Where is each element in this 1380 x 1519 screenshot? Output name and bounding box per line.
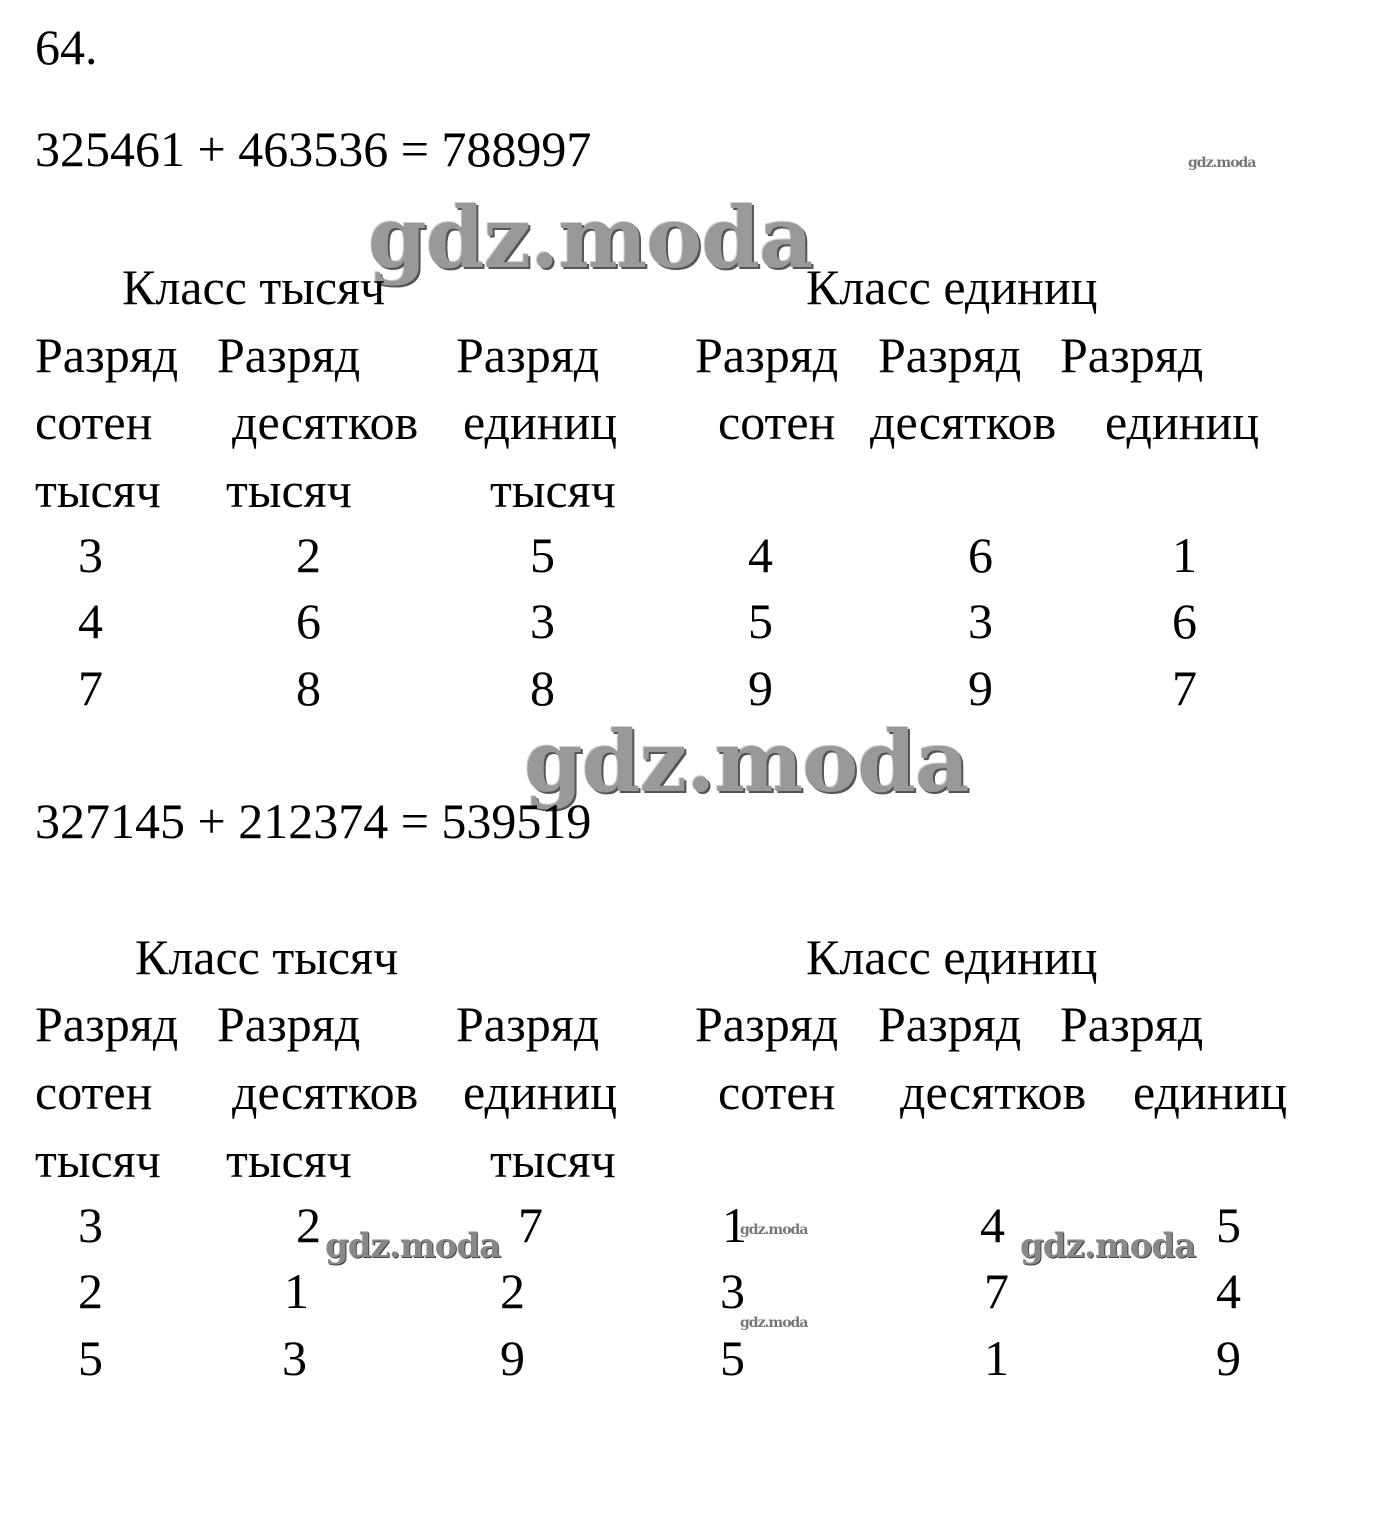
header-label: единиц (463, 394, 618, 450)
digit-cell: 7 (78, 660, 103, 716)
digit-cell: 4 (980, 1197, 1005, 1253)
header-label: Разряд (456, 327, 600, 383)
digit-cell: 2 (78, 1263, 103, 1319)
class-thousands-heading: Класс тысяч (122, 259, 386, 315)
header-label: Разряд (1060, 327, 1204, 383)
header-label: Разряд (217, 327, 361, 383)
class-thousands-heading: Класс тысяч (135, 929, 399, 985)
header-label: Разряд (1060, 996, 1204, 1052)
digit-cell: 2 (296, 527, 321, 583)
digit-cell: 1 (722, 1197, 747, 1253)
digit-cell: 7 (518, 1197, 543, 1253)
header-label: десятков (232, 1064, 419, 1120)
header-label: десятков (232, 394, 419, 450)
header-label: Разряд (878, 996, 1022, 1052)
digit-cell: 2 (500, 1263, 525, 1319)
header-label: Разряд (35, 996, 179, 1052)
digit-cell: 9 (748, 660, 773, 716)
header-label: Разряд (878, 327, 1022, 383)
watermark: gdz.moda (1020, 1226, 1196, 1266)
digit-cell: 3 (78, 1197, 103, 1253)
digit-cell: 1 (284, 1263, 309, 1319)
digit-cell: 2 (296, 1197, 321, 1253)
header-label: Разряд (217, 996, 361, 1052)
problem-number: 64. (35, 19, 98, 75)
watermark: gdz.moda (325, 1226, 501, 1266)
header-label: единиц (463, 1064, 618, 1120)
header-label: тысяч (226, 1132, 352, 1188)
digit-cell: 6 (296, 593, 321, 649)
digit-cell: 5 (1216, 1197, 1241, 1253)
digit-cell: 4 (748, 527, 773, 583)
digit-cell: 7 (984, 1263, 1009, 1319)
digit-cell: 9 (1216, 1330, 1241, 1386)
header-label: тысяч (490, 1132, 616, 1188)
header-label: сотен (35, 394, 153, 450)
header-label: десятков (870, 394, 1057, 450)
digit-cell: 5 (530, 527, 555, 583)
watermark: gdz.moda (524, 712, 969, 811)
header-label: Разряд (695, 327, 839, 383)
header-label: десятков (900, 1064, 1087, 1120)
header-label: Разряд (695, 996, 839, 1052)
watermark: gdz.moda (740, 1315, 808, 1331)
watermark: gdz.moda (1188, 155, 1256, 171)
header-label: тысяч (490, 462, 616, 518)
header-label: сотен (718, 394, 836, 450)
digit-cell: 5 (78, 1330, 103, 1386)
header-label: тысяч (226, 462, 352, 518)
digit-cell: 3 (968, 593, 993, 649)
header-label: единиц (1133, 1064, 1288, 1120)
header-label: единиц (1105, 394, 1260, 450)
equation-1: 325461 + 463536 = 788997 (35, 121, 592, 177)
digit-cell: 1 (984, 1330, 1009, 1386)
header-label: сотен (718, 1064, 836, 1120)
watermark: gdz.moda (368, 188, 813, 287)
class-units-heading: Класс единиц (806, 259, 1098, 315)
digit-cell: 3 (78, 527, 103, 583)
digit-cell: 6 (968, 527, 993, 583)
digit-cell: 9 (500, 1330, 525, 1386)
digit-cell: 4 (78, 593, 103, 649)
header-label: тысяч (35, 1132, 161, 1188)
digit-cell: 4 (1216, 1263, 1241, 1319)
watermark: gdz.moda (740, 1222, 808, 1238)
digit-cell: 1 (1172, 527, 1197, 583)
header-label: Разряд (35, 327, 179, 383)
digit-cell: 5 (720, 1330, 745, 1386)
digit-cell: 8 (296, 660, 321, 716)
header-label: сотен (35, 1064, 153, 1120)
digit-cell: 8 (530, 660, 555, 716)
digit-cell: 6 (1172, 593, 1197, 649)
digit-cell: 3 (530, 593, 555, 649)
header-label: тысяч (35, 462, 161, 518)
digit-cell: 9 (968, 660, 993, 716)
class-units-heading: Класс единиц (806, 929, 1098, 985)
header-label: Разряд (456, 996, 600, 1052)
equation-2: 327145 + 212374 = 539519 (35, 793, 592, 849)
digit-cell: 3 (282, 1330, 307, 1386)
digit-cell: 5 (748, 593, 773, 649)
digit-cell: 3 (720, 1263, 745, 1319)
digit-cell: 7 (1172, 660, 1197, 716)
